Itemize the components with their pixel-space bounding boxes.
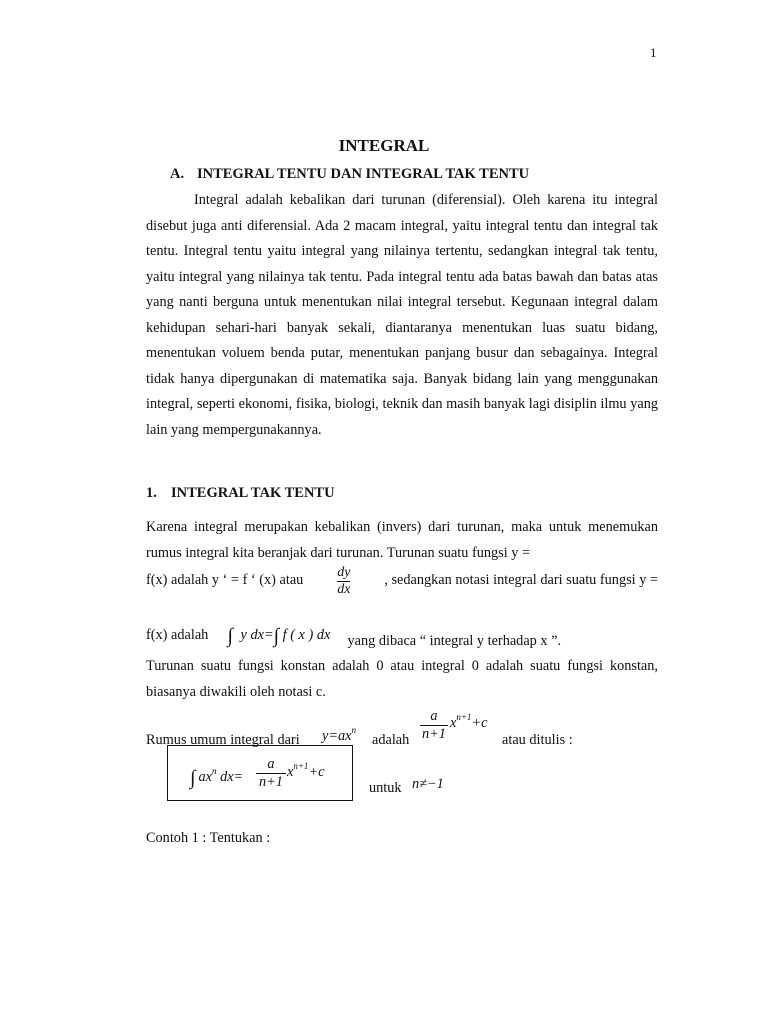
subsection-1-heading [146, 485, 335, 502]
condition-expression: n≠−1 [412, 776, 444, 792]
derivative-suffix: , sedangkan notasi integral dari suatu fungsi y = [384, 572, 658, 588]
integral-symbol: ∫ [227, 625, 233, 647]
rumus-adalah: adalah [372, 732, 410, 748]
boxed-integral-symbol: ∫ [190, 767, 196, 789]
boxed-frac-num: a [267, 756, 275, 772]
rumus-frac-den: n+1 [422, 726, 446, 742]
dy-dx-fraction [337, 565, 350, 598]
notation-prefix: f(x) adalah [146, 627, 209, 643]
section-a-heading [170, 166, 529, 183]
rumus-result [450, 712, 488, 732]
integral-symbol-rhs: ∫ [273, 625, 280, 647]
boxed-plus-c: +c [308, 764, 325, 780]
rumus-prefix: Rumus umum integral dari [146, 732, 300, 748]
subsection-1-title: INTEGRAL TAK TENTU [171, 485, 335, 501]
page-title: INTEGRAL [338, 136, 430, 155]
subsection-1-number: 1. [146, 485, 157, 501]
intro-paragraph [146, 188, 658, 443]
rumus-function-exp: n [351, 725, 356, 735]
notation-line [146, 622, 562, 649]
rumus-function-lhs: y=ax [322, 728, 352, 744]
boxed-term-exp: n [211, 766, 217, 776]
frac-numerator: dy [337, 565, 351, 580]
derivative-line [146, 565, 658, 606]
rumus-x: x [450, 715, 457, 731]
boxed-term: ax [198, 769, 212, 785]
intro-first-word: Integral [194, 192, 239, 208]
rumus-frac-num: a [430, 708, 438, 724]
rumus-plus-c: +c [471, 715, 488, 731]
boxed-x: x [287, 764, 294, 780]
rumus-x-exp: n+1 [456, 712, 472, 722]
frac-denominator: dx [337, 582, 351, 597]
karena-paragraph: Karena integral merupakan kebalikan (invers) dari turunan, maka untuk menemukan rumus integral kita beranjak dari turunan. Turunan suatu fungsi y = [146, 519, 658, 561]
boxed-x-exp: n+1 [293, 761, 309, 771]
example-heading: Contoh 1 : Tentukan : [146, 830, 271, 846]
section-a-title: INTEGRAL TENTU DAN INTEGRAL TAK TENTU [197, 166, 530, 182]
integral-rhs-f: f [282, 627, 287, 643]
boxed-result [287, 761, 325, 781]
page-number: 1 [650, 45, 657, 60]
section-a-number: A. [170, 166, 185, 182]
derivative-prefix: f(x) adalah y ‘ = f ‘ (x) atau [146, 572, 304, 588]
integral-lhs: y dx= [240, 627, 274, 643]
integral-rhs-dx: dx [316, 627, 331, 643]
constant-paragraph: Turunan suatu fungsi konstan adalah 0 atau integral 0 adalah suatu fungsi konstan, biasanya diwakili oleh notasi c. [146, 658, 658, 700]
condition-label: untuk [369, 780, 402, 796]
notation-suffix: yang dibaca “ integral y terhadap x ”. [347, 633, 562, 649]
rumus-suffix: atau ditulis : [502, 732, 573, 748]
boxed-frac-den: n+1 [259, 774, 283, 790]
intro-text: adalah kebalikan dari turunan (diferensial). Oleh karena itu integral disebut juga anti diferensial. Ada 2 macam integral, yaitu integral tentu dan integral tak tentu. Integral tentu yaitu integral yang nilainya tertentu, sedangkan integral tak tentu, yaitu integral yang nilainya tak tentu. Pada integral tentu ada batas bawah dan batas atas yang nanti berguna untuk menentukan nilai integral tersebut. Kegunaan integral dalam kehidupan sehari-hari banyak sekali, diantaranya menentukan luas suatu bidang, menentukan voluem benda putar, menentukan panjang busur dan sebagainya. Integral tidak hanya dipergunakan di matematika saja. Banyak bidang lain yang menggunakan integral, seperti ekonomi, fisika, biologi, teknik dan masih banyak lagi disiplin ilmu yang lain yang mempergunakannya. [146, 192, 658, 438]
integral-rhs-arg: ( x ) [290, 627, 314, 643]
rumus-fraction [420, 708, 448, 743]
boxed-fraction [256, 756, 286, 791]
rumus-function [322, 725, 356, 745]
boxed-dx: dx= [220, 769, 244, 785]
boxed-formula-lhs [190, 764, 243, 787]
